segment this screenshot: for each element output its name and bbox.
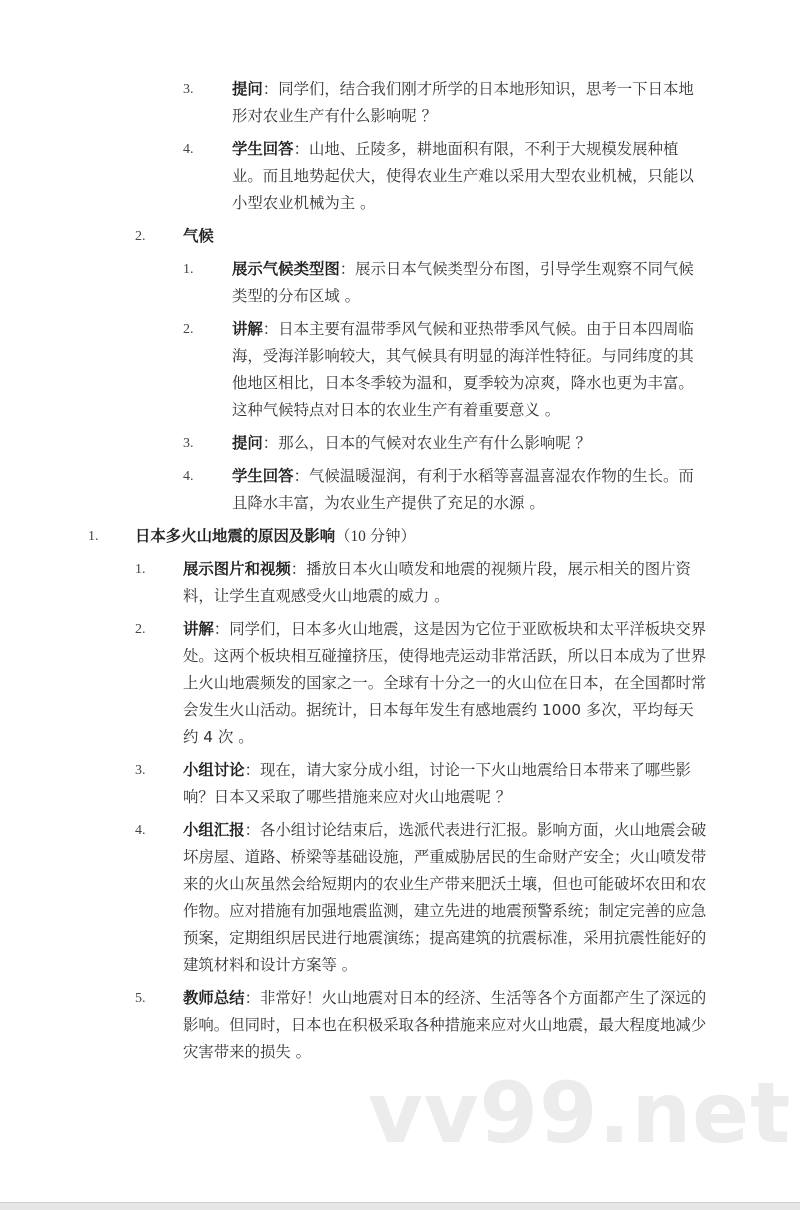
item-body: ：播放日本火山喷发和地震的视频片段，展示相关的图片资料，让学生直观感受火山地震的威力 。 <box>183 560 691 605</box>
item-label: 小组讨论 <box>183 761 245 779</box>
item-label: 学生回答 <box>232 467 294 485</box>
item-number: 5. <box>135 991 146 1006</box>
item-text <box>232 136 707 217</box>
item-text <box>232 256 707 310</box>
item-label: 讲解 <box>232 320 263 338</box>
item-text <box>232 463 707 517</box>
item-text <box>183 556 707 610</box>
item-text <box>183 757 707 811</box>
item-text <box>232 316 707 424</box>
item-number: 4. <box>183 142 194 157</box>
section-heading-volcano <box>0 523 800 550</box>
item-number: 1. <box>88 529 99 544</box>
item-number: 3. <box>135 763 146 778</box>
heading-text <box>135 523 707 550</box>
list-item <box>0 616 800 751</box>
item-number: 2. <box>135 622 146 637</box>
item-number: 3. <box>183 436 194 451</box>
item-body: ：各小组讨论结束后，选派代表进行汇报。影响方面，火山地震会破坏房屋、道路、桥梁等基础设施，严重威胁居民的生命财产安全；火山喷发带来的火山灰虽然会给短期内的农业生产带来肥沃土壤，但也可能破坏农田和农作物。应对措施有加强地震监测，建立先进的地震预警系统；制定完善的应急预案，定期组织居民进行地震演练；提高建筑的抗震标准，采用抗震性能好的建筑材料和设计方案等 。 <box>183 821 707 974</box>
section-heading-climate <box>0 223 800 250</box>
list-item <box>0 256 800 310</box>
list-item <box>0 430 800 457</box>
item-body: ：那么，日本的气候对农业生产有什么影响呢 ？ <box>262 434 591 452</box>
heading-duration: （10 分钟） <box>335 528 416 545</box>
page-bottom-edge <box>0 1202 800 1210</box>
item-number: 2. <box>183 322 194 337</box>
list-item <box>0 985 800 1066</box>
item-number: 2. <box>135 229 146 244</box>
item-text <box>183 985 707 1066</box>
item-body: ：同学们，结合我们刚才所学的日本地形知识，思考一下日本地形对农业生产有什么影响呢 ？ <box>232 80 694 125</box>
list-item <box>0 463 800 517</box>
item-number: 4. <box>183 469 194 484</box>
heading-text <box>183 223 707 250</box>
list-item <box>0 136 800 217</box>
item-text <box>232 76 707 130</box>
item-text <box>232 430 707 457</box>
item-label: 提问 <box>232 80 263 98</box>
item-label: 展示图片和视频 <box>183 560 291 578</box>
item-body: ：气候温暖湿润，有利于水稻等喜温喜湿农作物的生长。而且降水丰富，为农业生产提供了充足的水源 。 <box>232 467 694 512</box>
list-item <box>0 316 800 424</box>
heading-title: 气候 <box>183 227 214 245</box>
watermark: vv99.net <box>368 1064 792 1162</box>
item-body: ：非常好！火山地震对日本的经济、生活等各个方面都产生了深远的影响。但同时，日本也在积极采取各种措施来应对火山地震，最大程度地减少灾害带来的损失 。 <box>183 989 707 1061</box>
item-label: 讲解 <box>183 620 214 638</box>
list-item <box>0 757 800 811</box>
item-number: 3. <box>183 82 194 97</box>
document-content <box>0 76 800 1202</box>
item-body: ：同学们，日本多火山地震，这是因为它位于亚欧板块和太平洋板块交界处。这两个板块相互碰撞挤压，使得地壳运动非常活跃，所以日本成为了世界上火山地震频发的国家之一。全球有十分之一的火山位在日本，在全国都时常会发生火山活动。据统计，日本每年发生有感地震约 1000 多次，平均每天约 4 次 。 <box>183 620 707 746</box>
heading-title: 日本多火山地震的原因及影响 <box>135 527 336 545</box>
item-body: ：山地、丘陵多，耕地面积有限，不利于大规模发展种植业。而且地势起伏大，使得农业生产难以采用大型农业机械，只能以小型农业机械为主 。 <box>232 140 694 212</box>
item-body: ：现在，请大家分成小组，讨论一下火山地震给日本带来了哪些影响？日本又采取了哪些措施来应对火山地震呢 ？ <box>183 761 691 806</box>
item-text <box>183 817 707 979</box>
list-item <box>0 556 800 610</box>
item-number: 1. <box>135 562 146 577</box>
list-item <box>0 817 800 979</box>
item-text <box>183 616 707 751</box>
item-label: 教师总结 <box>183 989 245 1007</box>
item-number: 1. <box>183 262 194 277</box>
item-label: 小组汇报 <box>183 821 245 839</box>
item-label: 提问 <box>232 434 263 452</box>
list-item <box>0 76 800 130</box>
item-label: 展示气候类型图 <box>232 260 340 278</box>
item-number: 4. <box>135 823 146 838</box>
item-label: 学生回答 <box>232 140 294 158</box>
item-body: ：日本主要有温带季风气候和亚热带季风气候。由于日本四周临海，受海洋影响较大，其气候具有明显的海洋性特征。与同纬度的其他地区相比，日本冬季较为温和，夏季较为凉爽，降水也更为丰富。这种气候特点对日本的农业生产有着重要意义 。 <box>232 320 694 419</box>
item-body: ：展示日本气候类型分布图，引导学生观察不同气候类型的分布区域 。 <box>232 260 694 305</box>
